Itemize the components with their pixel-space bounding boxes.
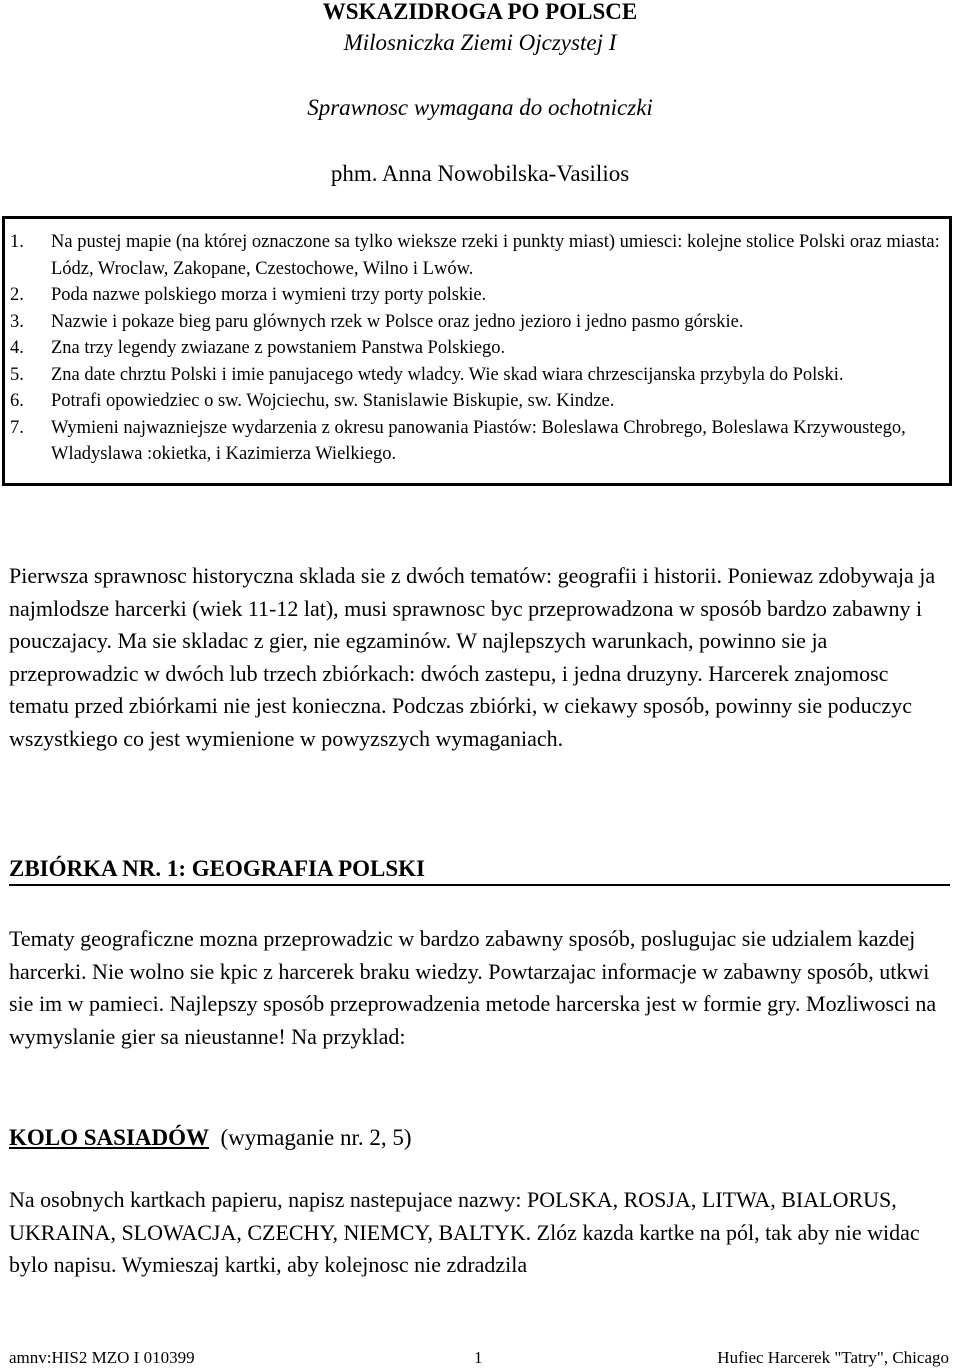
- requirement-item: [10, 335, 945, 362]
- requirement-text: Na pustej mapie (na której oznaczone sa tylko wieksze rzeki i punkty miast) umiesci: kolejne stolice Polski oraz miasta: Lódz, Wroclaw, Zakopane, Czestochowe, Wilno i Lwów.: [51, 232, 940, 279]
- requirement-item: [10, 282, 945, 309]
- footer-page-number: 1: [474, 1348, 483, 1367]
- requirement-number: 5.: [10, 364, 24, 385]
- requirement-text: Poda nazwe polskiego morza i wymieni trzy porty polskie.: [51, 285, 487, 305]
- requirement-text: Potrafi opowiedziec o sw. Wojciechu, sw. Stanislawie Biskupie, sw. Kindze.: [51, 391, 615, 411]
- requirement-number: 2.: [10, 285, 24, 305]
- page-footer: [9, 1348, 949, 1368]
- intro-paragraph: Pierwsza sprawnosc historyczna sklada sie z dwóch tematów: geografii i historii. Poniewaz zdobywaja ja najmlodsze harcerki (wiek 11-12 lat), musi sprawnosc byc przeprowadzona w sposób bardzo zabawny i pouczajacy. Ma sie skladac z gier, nie egzaminów. W najlepszych warunkach, powinno sie ja przeprowadzic w dwóch lub trzech zbiórkach: dwóch zastepu, i jedna druzyny. Harcerek znajomosc tematu przed zbiórkami nie jest konieczna. Podczas zbiórki, w ciekawy sposób, powinny sie poduczyc wszystkiego co jest wymienione w powyzszych wymaganiach.: [9, 563, 936, 751]
- document-subtitle-requirement: Sprawnosc wymagana do ochotniczki: [307, 95, 653, 120]
- requirement-text: Zna trzy legendy zwiazane z powstaniem Panstwa Polskiego.: [51, 338, 506, 358]
- requirement-item: [10, 362, 945, 389]
- requirements-list: [10, 229, 945, 468]
- requirement-number: 1.: [10, 232, 24, 252]
- footer-document-code: amnv:HIS2 MZO I 010399: [9, 1348, 195, 1367]
- game-name: KOLO SASIADÓW: [9, 1125, 210, 1150]
- requirements-box: [2, 216, 952, 486]
- document-subtitle: Milosniczka Ziemi Ojczystej I: [343, 30, 617, 55]
- requirement-item: [10, 309, 945, 336]
- requirement-number: 6.: [10, 391, 24, 411]
- game-title: [9, 1123, 412, 1153]
- requirement-text: Zna date chrztu Polski i imie panujacego wtedy wladcy. Wie skad wiara chrzescijanska przybyla do Polski.: [51, 364, 844, 385]
- game-description: Na osobnych kartkach papieru, napisz nastepujace nazwy: POLSKA, ROSJA, LITWA, BIALORUS, UKRAINA, SLOWACJA, CZECHY, NIEMCY, BALTYK. Zlóz kazda kartke na pól, tak aby nie widac bylo napisu. Wymieszaj kartki, aby kolejnosc nie zdradzila: [9, 1187, 920, 1277]
- requirement-item: [10, 229, 945, 282]
- document-title: WSKAZIDROGA PO POLSCE: [322, 0, 638, 24]
- requirement-number: 7.: [10, 417, 24, 438]
- document-author: phm. Anna Nowobilska-Vasilios: [330, 161, 630, 186]
- game-note: (wymaganie nr. 2, 5): [220, 1125, 412, 1150]
- footer-organization: Hufiec Harcerek "Tatry", Chicago: [717, 1348, 949, 1367]
- requirement-item: [10, 415, 945, 468]
- section-paragraph: Tematy geograficzne mozna przeprowadzic w bardzo zabawny sposób, poslugujac sie udzialem kazdej harcerki. Nie wolno sie kpic z harcerek braku wiedzy. Powtarzajac informacje w zabawny sposób, utkwi sie im w pamieci. Najlepszy sposób przeprowadzenia metode harcerska jest w formie gry. Mozliwosci na wymyslanie gier sa nieustanne! Na przyklad:: [9, 926, 937, 1049]
- section-heading: ZBIÓRKA NR. 1: GEOGRAFIA POLSKI: [9, 854, 950, 886]
- requirement-number: 3.: [10, 311, 24, 332]
- requirement-number: 4.: [10, 338, 24, 358]
- requirement-item: [10, 388, 945, 415]
- requirement-text: Wymieni najwazniejsze wydarzenia z okresu panowania Piastów: Boleslawa Chrobrego, Boleslawa Krzywoustego, Wladyslawa :okietka, i Kazimierza Wielkiego.: [51, 417, 906, 464]
- requirement-text: Nazwie i pokaze bieg paru glównych rzek w Polsce oraz jedno jezioro i jedno pasmo górskie.: [51, 311, 744, 332]
